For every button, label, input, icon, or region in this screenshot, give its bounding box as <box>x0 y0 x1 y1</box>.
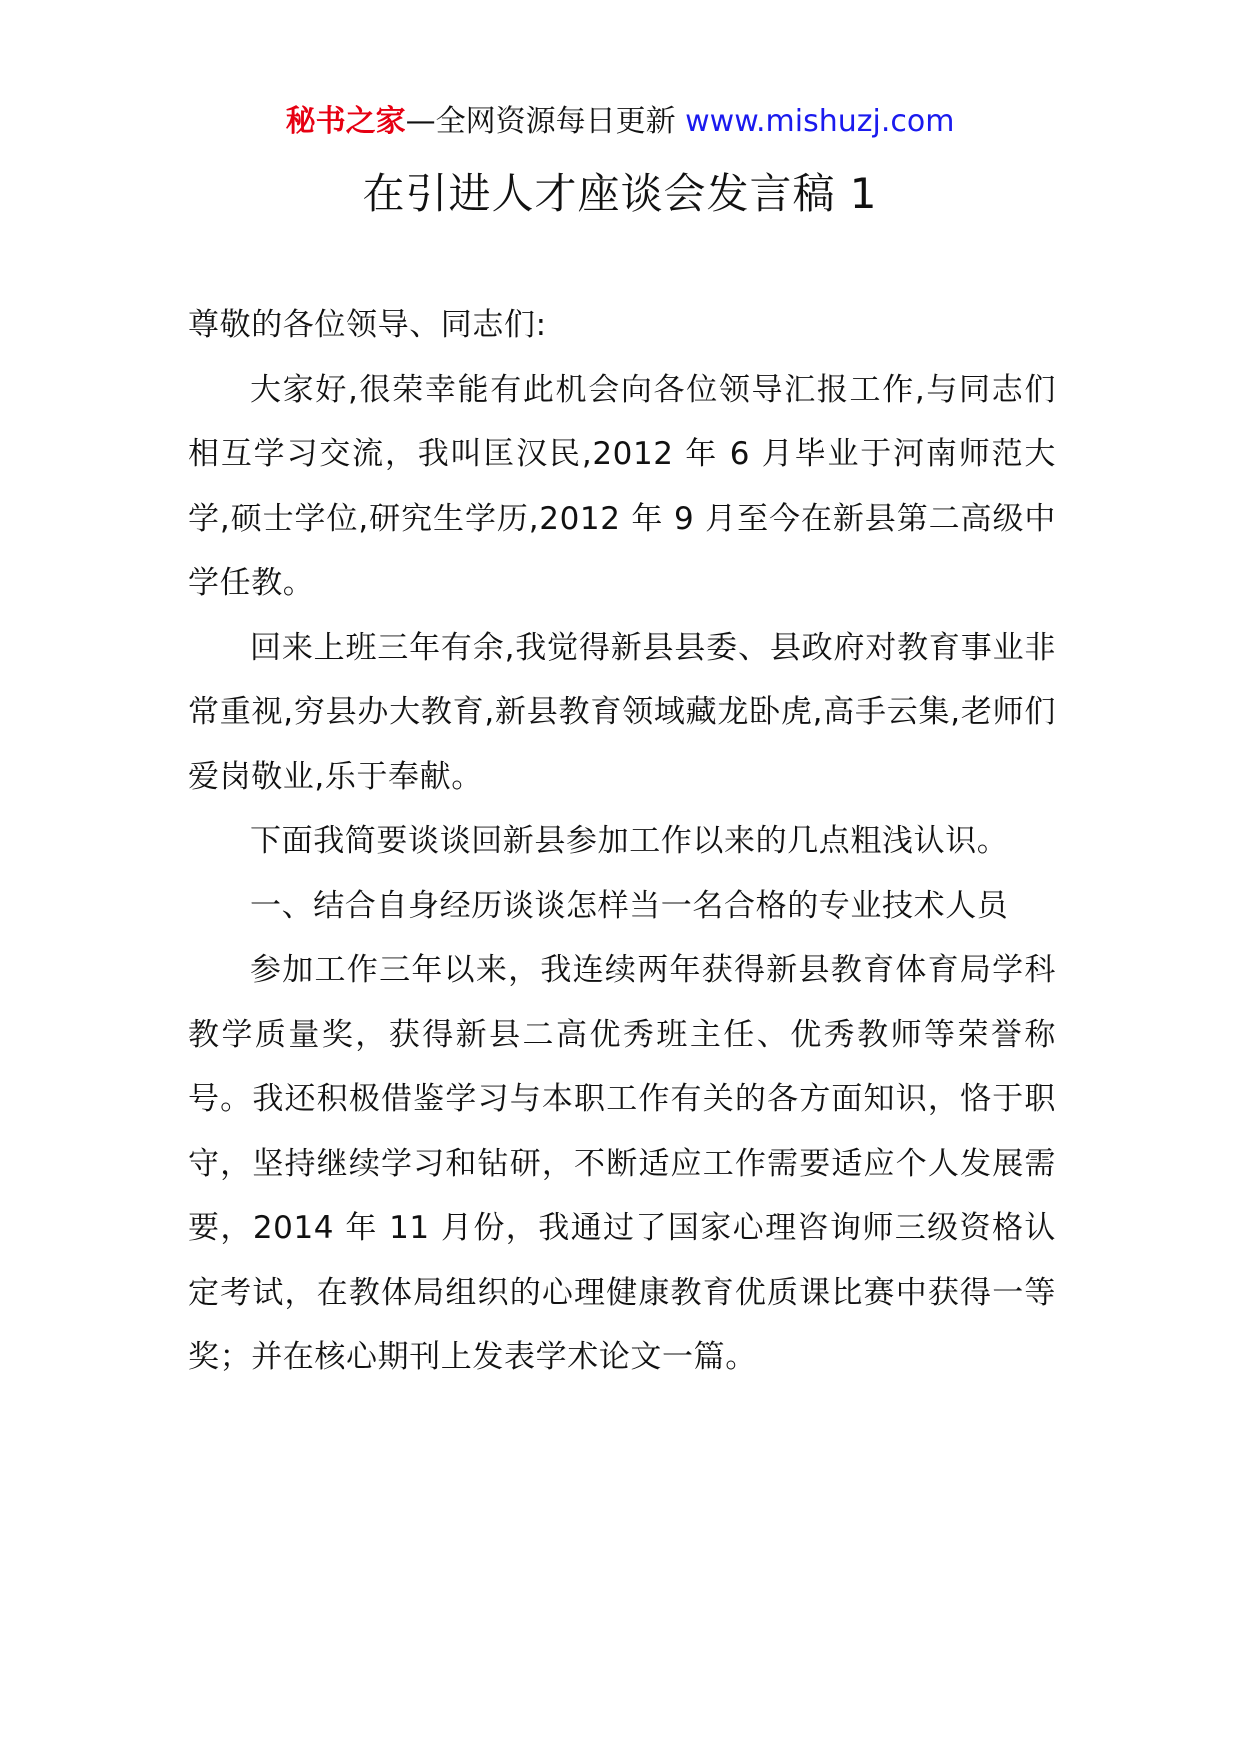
site-url-link[interactable]: www.mishuzj.com <box>685 104 955 139</box>
salutation: 尊敬的各位领导、同志们: <box>188 307 547 343</box>
paragraph-achievements: 参加工作三年以来，我连续两年获得新县教育体育局学科教学质量奖，获得新县二高优秀班主任、优秀教师等荣誉称号。我还积极借鉴学习与本职工作有关的各方面知识，恪于职守，坚持继续学习和钻研，不断适应工作需要适应个人发展需要，2014 年 11 月份，我通过了国家心理咨询师三级资格认定考试，在教体局组织的心理健康教育优质课比赛中获得一等奖；并在核心期刊上发表学术论文一篇。 <box>188 952 1056 1375</box>
document-title: 在引进人才座谈会发言稿 1 <box>362 169 878 218</box>
site-header <box>0 102 1240 142</box>
paragraph-impressions: 回来上班三年有余,我觉得新县县委、县政府对教育事业非常重视,穷县办大教育,新县教育领域藏龙卧虎,高手云集,老师们爱岗敬业,乐于奉献。 <box>188 629 1056 795</box>
document-body <box>188 293 1056 1390</box>
paragraph-transition: 下面我简要谈谈回新县参加工作以来的几点粗浅认识。 <box>250 823 1009 859</box>
site-tagline: —全网资源每日更新 <box>405 104 676 139</box>
site-brand: 秘书之家 <box>285 104 406 139</box>
paragraph-intro: 大家好,很荣幸能有此机会向各位领导汇报工作,与同志们相互学习交流，我叫匡汉民,2012 年 6 月毕业于河南师范大学,硕士学位,研究生学历,2012 年 9 月至今在新县第二高级中学任教。 <box>188 371 1056 601</box>
section-heading-1: 一、结合自身经历谈谈怎样当一名合格的专业技术人员 <box>250 887 1009 924</box>
